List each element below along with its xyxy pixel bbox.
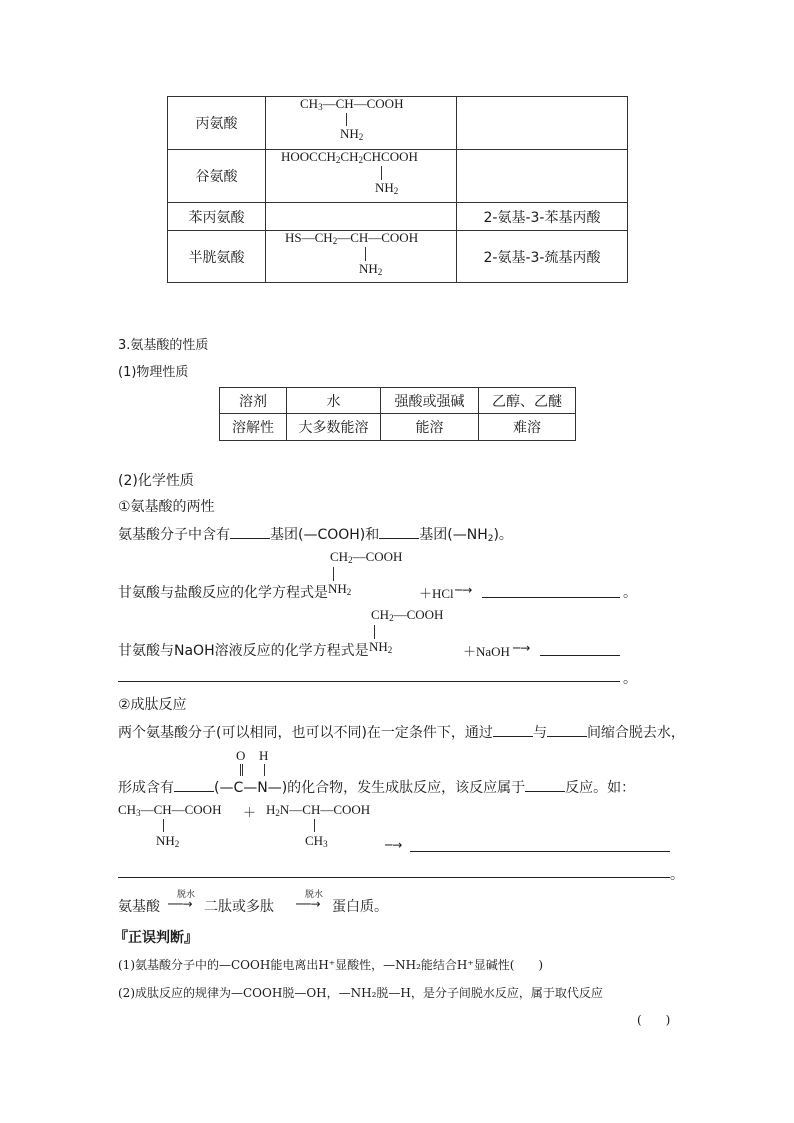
bond-line <box>381 166 382 180</box>
table-cell-systematic: 2-氨基-3-巯基丙酸 <box>457 231 628 283</box>
amide-hydrogen: H <box>259 748 269 763</box>
solubility-cell: 溶解性 <box>220 414 287 441</box>
double-bond <box>240 764 243 776</box>
answer-blank[interactable] <box>118 681 620 682</box>
reaction-arrow: ─→ <box>513 641 531 655</box>
reactant-methyl: $CH_3$ <box>305 833 328 849</box>
reaction-arrow: ─→ <box>455 583 473 597</box>
dehydrate-label: 脱水 <box>305 890 324 900</box>
solubility-header: 乙醇、乙醚 <box>479 388 576 414</box>
period: 。 <box>623 671 637 687</box>
solubility-header: 强酸或强碱 <box>381 388 479 414</box>
fill-blank[interactable] <box>525 791 565 792</box>
naoh-reagent: ＋NaOH <box>463 644 510 659</box>
judgement-q2: (2)成肽反应的规律为—COOH脱—OH，—NH₂脱—H，是分子间脱水反应，属于取代反应 <box>118 986 603 1000</box>
answer-blank[interactable] <box>410 851 670 852</box>
table-cell-systematic: 2-氨基-3-苯基丙酸 <box>457 203 628 231</box>
reactant-alanine: $CH_3—CH—COOH$ <box>118 802 222 818</box>
answer-blank[interactable] <box>482 597 620 598</box>
reaction-arrow: ─→ <box>385 838 403 852</box>
glutamic-amino: $NH_2$ <box>375 180 399 196</box>
answer-blank[interactable] <box>540 655 620 656</box>
reactant-amino: $NH_2$ <box>156 833 180 849</box>
fill-blank[interactable] <box>379 538 419 539</box>
answer-blank[interactable] <box>118 877 670 878</box>
bond-line <box>346 113 347 126</box>
reactant-second: $H_2N—CH—COOH$ <box>266 802 371 818</box>
amphoteric-sentence: 氨基酸分子中含有 基团(—COOH)和 基团$(—NH_2)$。 <box>118 527 513 544</box>
final-amino-acid: 氨基酸 <box>118 899 160 915</box>
bond-line <box>365 247 366 261</box>
physical-heading: (1)物理性质 <box>118 365 189 380</box>
glycine-formula: $CH_2—COOH$ <box>330 549 403 565</box>
table-cell-name: 半胱氨酸 <box>168 231 266 283</box>
amide-oxygen: O <box>236 748 246 763</box>
plus-sign: ＋ <box>243 805 257 820</box>
solubility-cell: 大多数能溶 <box>287 414 381 441</box>
chemical-heading: (2)化学性质 <box>118 473 194 489</box>
bond-line <box>264 764 265 776</box>
section-title: 3.氨基酸的性质 <box>118 338 209 353</box>
table-cell-name: 丙氨酸 <box>168 97 266 150</box>
solubility-cell: 难溶 <box>479 414 576 441</box>
judgement-header: 『正误判断』 <box>114 930 198 946</box>
final-protein: 蛋白质。 <box>332 899 388 915</box>
bond-line <box>314 819 315 832</box>
bond-line <box>333 567 334 581</box>
fill-blank[interactable] <box>174 791 214 792</box>
bond-line <box>163 819 164 832</box>
table-cell-name: 谷氨酸 <box>168 150 266 203</box>
hcl-sentence: 甘氨酸与盐酸反应的化学方程式是 <box>118 585 328 601</box>
alanine-formula: $CH_3—CH—COOH$ <box>300 96 404 112</box>
solubility-header: 水 <box>287 388 381 414</box>
naoh-sentence: 甘氨酸与NaOH溶液反应的化学方程式是 <box>118 643 369 659</box>
dehydrate-label: 脱水 <box>177 890 196 900</box>
peptide-heading: ②成肽反应 <box>118 697 187 713</box>
judgement-q1: (1)氨基酸分子中的—COOH能电离出H⁺显酸性，—NH₂能结合H⁺显碱性( ) <box>118 958 544 972</box>
amphoteric-heading: ①氨基酸的两性 <box>118 499 215 515</box>
final-peptide: 二肽或多肽 <box>204 899 274 915</box>
table-cell-structure <box>266 203 457 231</box>
reaction-arrow: ──→ <box>296 897 321 911</box>
hcl-reagent: ＋HCl <box>419 586 454 601</box>
solubility-cell: 能溶 <box>381 414 479 441</box>
period: 。 <box>623 585 637 601</box>
peptide-line-1: 两个氨基酸分子(可以相同，也可以不同)在一定条件下，通过 与 间缩合脱去水， <box>118 725 685 741</box>
solubility-header: 溶剂 <box>220 388 287 414</box>
cysteine-formula: $HS—CH_2—CH—COOH$ <box>285 230 419 246</box>
table-cell-name: 苯丙氨酸 <box>168 203 266 231</box>
table-cell-systematic <box>457 97 628 150</box>
glycine-amino: $NH_2$ <box>369 639 393 655</box>
bond-line <box>374 625 375 639</box>
answer-parentheses[interactable]: ( ) <box>637 1013 671 1027</box>
table-cell-systematic <box>457 150 628 203</box>
reaction-arrow: ──→ <box>168 897 193 911</box>
peptide-line-2: 形成含有 (—C—N—)的化合物，发生成肽反应，该反应属于 反应。如： <box>118 780 636 796</box>
alanine-amino: $NH_2$ <box>340 126 364 142</box>
cysteine-amino: $NH_2$ <box>359 261 383 277</box>
solubility-table <box>219 387 576 441</box>
fill-blank[interactable] <box>547 736 587 737</box>
glycine-formula: $CH_2—COOH$ <box>371 607 444 623</box>
period: 。 <box>670 867 684 883</box>
glycine-amino: $NH_2$ <box>328 581 352 597</box>
fill-blank[interactable] <box>493 736 533 737</box>
glutamic-formula: $HOOCCH_2CH_2CHCOOH$ <box>281 149 418 165</box>
fill-blank[interactable] <box>230 538 270 539</box>
